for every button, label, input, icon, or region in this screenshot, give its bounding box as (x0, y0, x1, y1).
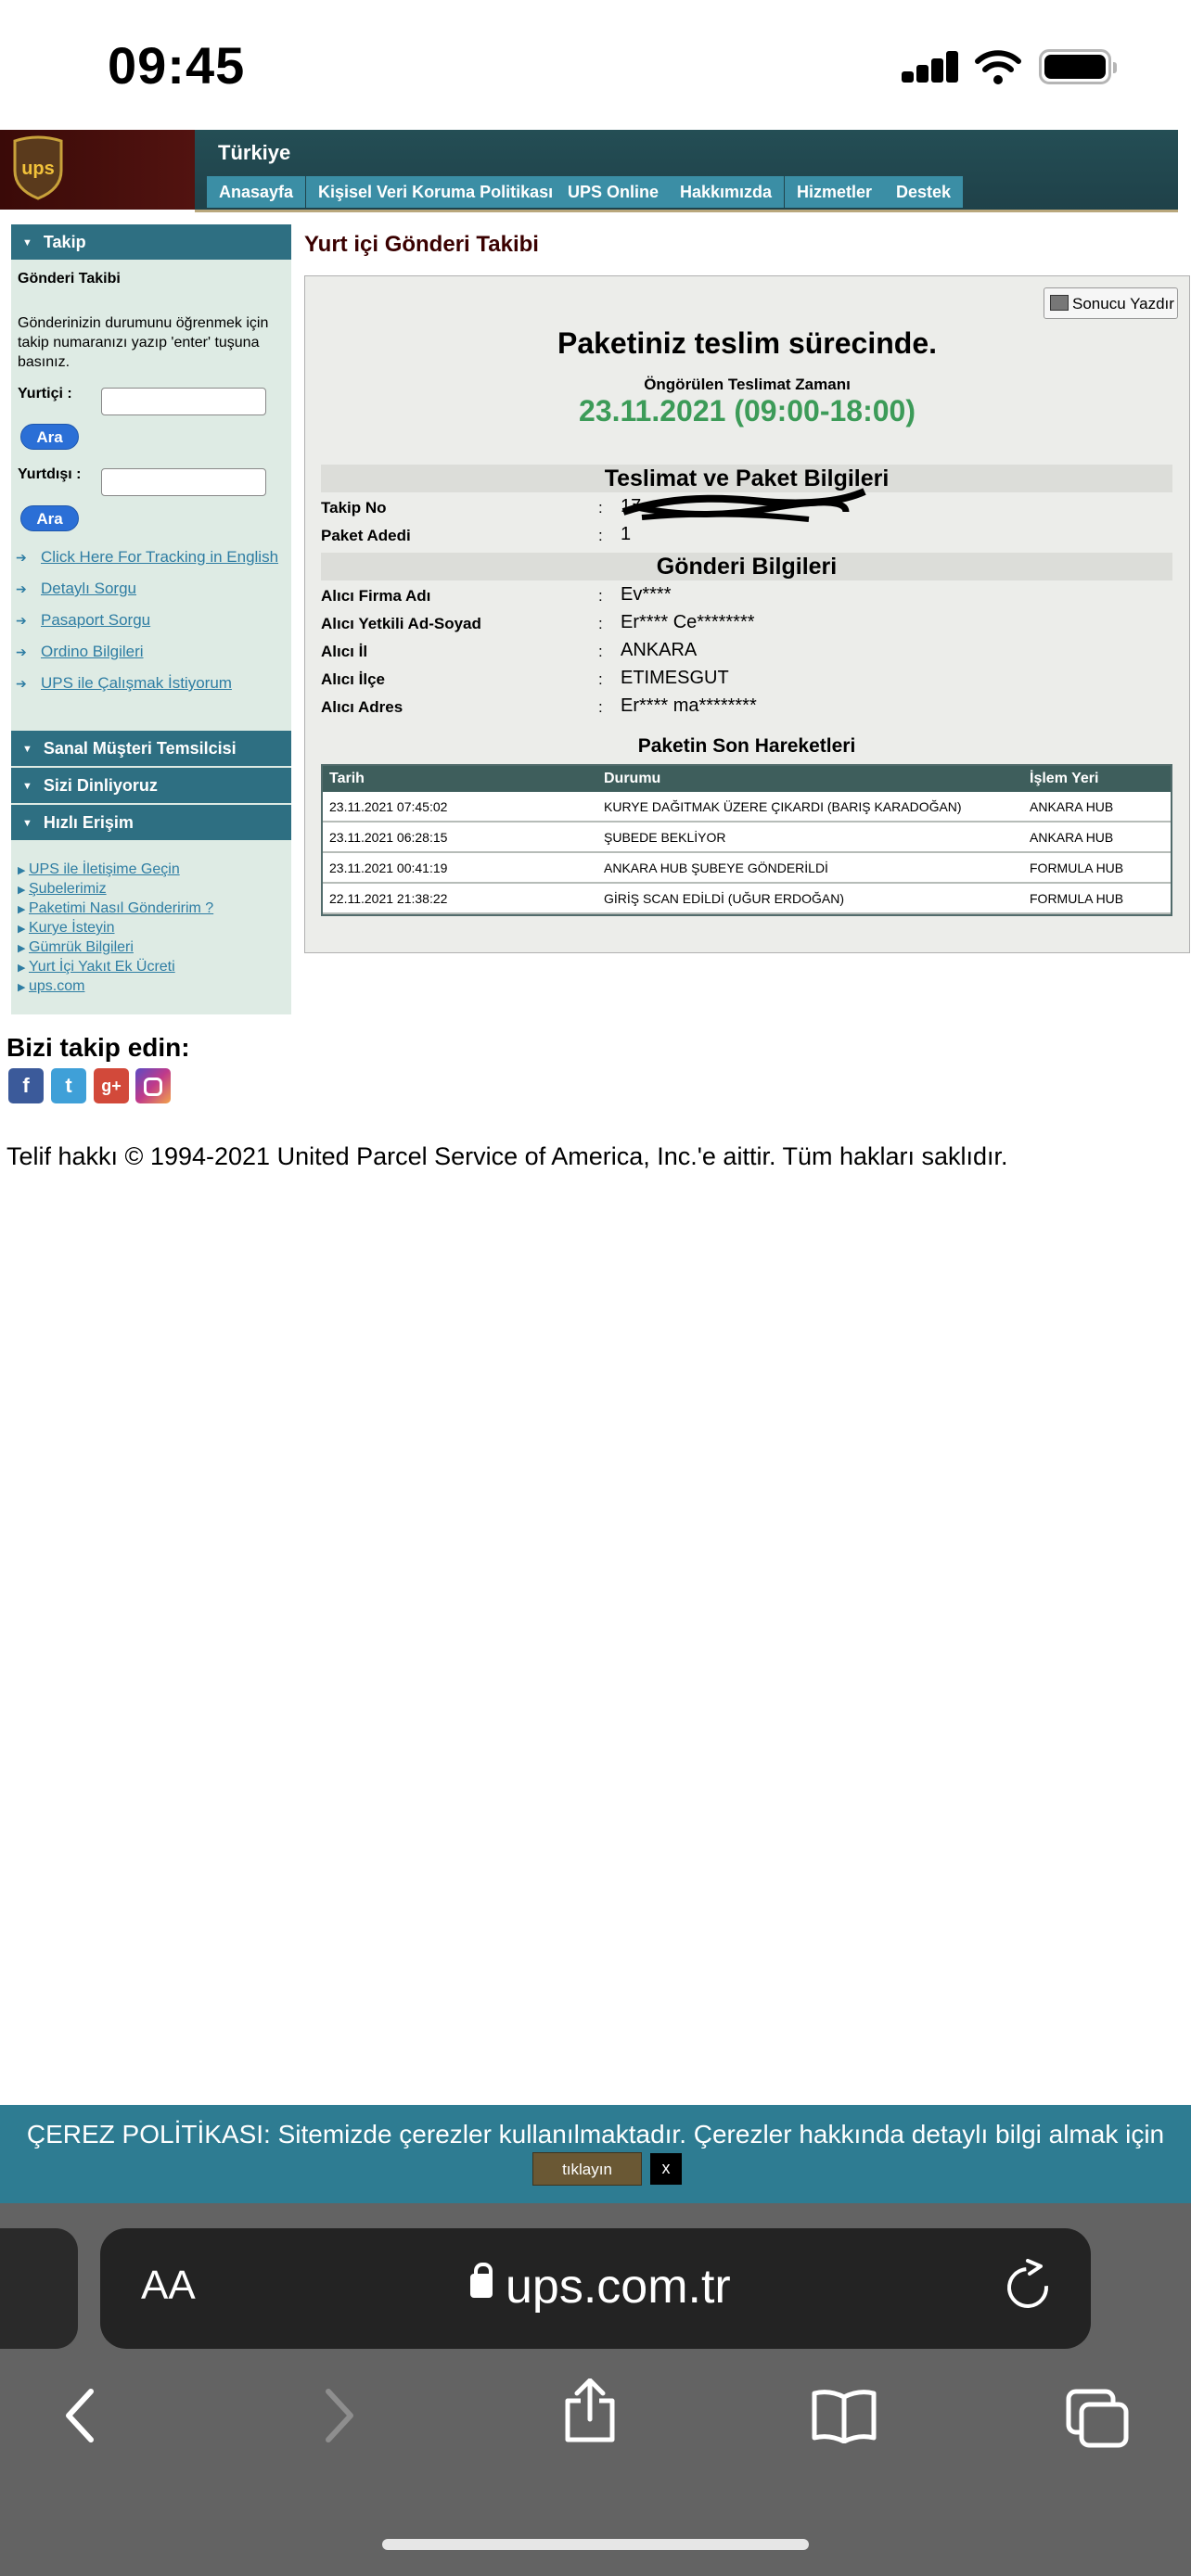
cookie-close-button[interactable]: x (650, 2153, 682, 2185)
table-cell: FORMULA HUB (1023, 852, 1171, 883)
quick-link-label: UPS ile İletişime Geçin (29, 861, 180, 877)
country-title: Türkiye (218, 141, 291, 164)
quick-link-label: Yurt İçi Yakıt Ek Ücreti (29, 959, 175, 975)
gonderi-takibi-heading: Gönderi Takibi (18, 271, 121, 287)
link-detayli-sorgu[interactable] (16, 580, 136, 598)
section-title-gonderi-bilgileri: Gönderi Bilgileri (321, 553, 1172, 580)
info-colon: : (598, 499, 603, 516)
yurtdisi-tracking-input[interactable] (101, 468, 266, 496)
link-ups-calismak[interactable] (16, 674, 232, 693)
info-colon: : (598, 587, 603, 605)
nav-tab-destek[interactable]: Destek (884, 176, 963, 208)
googleplus-icon[interactable]: g+ (94, 1068, 129, 1103)
printer-icon (1050, 295, 1069, 311)
sidebar-header-sizi-dinliyoruz[interactable] (11, 768, 291, 803)
info-label: Paket Adedi (321, 527, 411, 544)
arrow-right-icon: ➔ (16, 644, 27, 659)
info-label: Alıcı Yetkili Ad-Soyad (321, 615, 481, 632)
table-cell: ANKARA HUB ŞUBEYE GÖNDERİLDİ (597, 852, 1023, 883)
table-cell: 22.11.2021 21:38:22 (323, 883, 597, 913)
link-ordino-bilgileri[interactable] (16, 643, 144, 661)
ups-logo-icon[interactable] (11, 135, 65, 200)
copyright-text: Telif hakkı © 1994-2021 United Parcel Service of America, Inc.'e aittir. Tüm hakları saklıdır. (6, 1142, 1008, 1170)
info-value: Ev**** (621, 584, 672, 605)
sidebar-header-takip[interactable] (11, 224, 291, 260)
lock-icon (470, 2274, 493, 2298)
bullet-icon: ▶ (18, 924, 26, 935)
bullet-icon: ▶ (18, 963, 26, 974)
wifi-icon (974, 48, 1022, 85)
yurtici-tracking-input[interactable] (101, 388, 266, 415)
share-icon[interactable] (562, 2378, 618, 2443)
help-text-line: takip numaranızı yazıp 'enter' tuşuna (18, 335, 260, 351)
movements-table (321, 764, 1172, 916)
column-header: İşlem Yeri (1023, 766, 1171, 792)
table-cell: FORMULA HUB (1023, 883, 1171, 913)
table-cell: 23.11.2021 00:41:19 (323, 852, 597, 883)
quick-link-label: Kurye İsteyin (29, 920, 115, 936)
link-tracking-english[interactable] (16, 548, 278, 567)
table-cell: 23.11.2021 07:45:02 (323, 792, 597, 822)
url-text[interactable]: ups.com.tr (506, 2260, 731, 2314)
cellular-signal-icon (902, 51, 959, 83)
sidebar-header-sanal-musteri[interactable] (11, 731, 291, 766)
info-colon: : (598, 698, 603, 716)
nav-tab-ups-online[interactable]: UPS Online (556, 176, 671, 208)
info-colon: : (598, 615, 603, 632)
yurtdisi-label: Yurtdışı : (18, 466, 82, 482)
table-row (323, 883, 1171, 913)
bullet-icon: ▶ (18, 865, 26, 876)
info-colon: : (598, 670, 603, 688)
column-header: Durumu (597, 766, 1023, 792)
arrow-right-icon: ➔ (16, 676, 27, 691)
link-label: UPS ile Çalışmak İstiyorum (41, 674, 232, 692)
table-row (323, 822, 1171, 852)
info-label: Alıcı İl (321, 643, 368, 660)
table-cell: ANKARA HUB (1023, 792, 1171, 822)
nav-tab-hakkimizda[interactable]: Hakkımızda (668, 176, 784, 208)
help-text-line: basınız. (18, 354, 70, 370)
sidebar-header-label: Sizi Dinliyoruz (43, 776, 158, 795)
sidebar-header-label: Takip (43, 233, 86, 251)
instagram-icon[interactable] (135, 1068, 171, 1103)
table-cell: ANKARA HUB (1023, 822, 1171, 852)
info-colon: : (598, 527, 603, 544)
cookie-text: ÇEREZ POLİTİKASI: Sitemizde çerezler kullanılmaktadır. Çerezler hakkında detaylı bilgi almak için (26, 2120, 1165, 2149)
info-label: Alıcı İlçe (321, 670, 385, 688)
arrow-right-icon: ➔ (16, 613, 27, 628)
quick-link-label: Gümrük Bilgileri (29, 939, 134, 955)
cookie-details-button[interactable]: tıklayın (532, 2152, 642, 2186)
link-label: Ordino Bilgileri (41, 643, 144, 660)
arrow-right-icon: ➔ (16, 550, 27, 565)
link-pasaport-sorgu[interactable] (16, 611, 150, 630)
battery-icon (1039, 49, 1111, 84)
link-label: Detaylı Sorgu (41, 580, 136, 597)
home-indicator (382, 2539, 809, 2550)
eta-label: Öngörülen Teslimat Zamanı (644, 376, 851, 393)
back-icon[interactable] (61, 2388, 98, 2443)
nav-tab-kvkk[interactable]: Kişisel Veri Koruma Politikası (306, 176, 565, 208)
quick-link-yakit[interactable] (18, 959, 175, 976)
bullet-icon: ▶ (18, 904, 26, 915)
tracking-number-value: 17 (621, 496, 642, 516)
bullet-icon: ▶ (18, 982, 26, 993)
table-cell: KURYE DAĞITMAK ÜZERE ÇIKARDI (BARIŞ KARADOĞAN) (597, 792, 1023, 822)
movements-title: Paketin Son Hareketleri (637, 735, 856, 757)
yurtici-ara-button[interactable]: Ara (20, 424, 79, 450)
info-label: Alıcı Firma Adı (321, 587, 431, 605)
chevron-down-icon: ▼ (22, 237, 32, 249)
chevron-down-icon: ▼ (22, 744, 32, 756)
sidebar-header-label: Sanal Müşteri Temsilcisi (43, 739, 237, 758)
info-value: ETIMESGUT (621, 668, 729, 688)
reader-text-size-button[interactable]: AA (141, 2263, 196, 2308)
quick-link-label: ups.com (29, 978, 85, 994)
redaction-scribble (614, 484, 874, 527)
follow-us-title: Bizi takip edin: (6, 1033, 190, 1062)
table-row (323, 852, 1171, 883)
section-title-paket-bilgileri: Teslimat ve Paket Bilgileri (321, 465, 1172, 492)
quick-link-subelerimiz[interactable] (18, 881, 107, 898)
chevron-down-icon: ▼ (22, 781, 32, 793)
column-header: Tarih (323, 766, 597, 792)
info-value: Er**** ma******** (621, 695, 757, 716)
quick-link-nasil-gonderirim[interactable] (18, 900, 213, 917)
forward-icon[interactable] (321, 2388, 358, 2443)
bullet-icon: ▶ (18, 943, 26, 954)
reload-arrowhead-icon (1024, 2259, 1046, 2277)
yurtici-label: Yurtiçi : (18, 386, 72, 402)
eta-value: 23.11.2021 (09:00-18:00) (579, 394, 916, 427)
facebook-icon[interactable]: f (8, 1068, 44, 1103)
twitter-icon[interactable]: t (51, 1068, 86, 1103)
nav-tab-hizmetler[interactable]: Hizmetler (785, 176, 884, 208)
info-value: ANKARA (621, 640, 698, 660)
info-value: Er**** Ce******** (621, 612, 755, 632)
table-header-row (323, 766, 1171, 792)
sidebar-header-label: Hızlı Erişim (43, 813, 134, 832)
quick-link-iletisim[interactable] (18, 861, 180, 878)
quick-link-gumruk[interactable] (18, 939, 134, 956)
print-button[interactable]: Sonucu Yazdır (1044, 287, 1178, 319)
table-row (323, 792, 1171, 822)
quick-link-ups-com[interactable] (18, 978, 84, 995)
quick-link-kurye[interactable] (18, 920, 114, 937)
chevron-down-icon: ▼ (22, 818, 32, 830)
yurtdisi-ara-button[interactable]: Ara (20, 505, 79, 531)
arrow-right-icon: ➔ (16, 581, 27, 596)
bullet-icon: ▶ (18, 885, 26, 896)
table-cell: ŞUBEDE BEKLİYOR (597, 822, 1023, 852)
table-cell: GİRİŞ SCAN EDİLDİ (UĞUR ERDOĞAN) (597, 883, 1023, 913)
status-time: 09:45 (108, 36, 246, 95)
tabs-icon[interactable] (1065, 2388, 1130, 2449)
info-label: Takip No (321, 499, 387, 516)
quick-link-label: Şubelerimiz (29, 881, 107, 897)
help-text-line: Gönderinizin durumunu öğrenmek için (18, 315, 269, 331)
link-label: Pasaport Sorgu (41, 611, 151, 629)
package-count-value: 1 (621, 524, 632, 544)
info-label: Alıcı Adres (321, 698, 403, 716)
nav-tab-anasayfa[interactable]: Anasayfa (207, 176, 305, 208)
previous-tab-card[interactable] (0, 2228, 78, 2349)
sidebar-header-hizli-erisim[interactable] (11, 805, 291, 840)
quick-link-label: Paketimi Nasıl Gönderirim ? (29, 900, 214, 916)
delivery-status-headline: Paketiniz teslim sürecinde. (557, 326, 938, 360)
page-title: Yurt içi Gönderi Takibi (304, 232, 539, 257)
info-colon: : (598, 643, 603, 660)
table-cell: 23.11.2021 06:28:15 (323, 822, 597, 852)
link-label: Click Here For Tracking in English (41, 548, 279, 566)
bookmarks-icon[interactable] (811, 2388, 877, 2443)
ups-logo-text: ups (21, 159, 55, 179)
